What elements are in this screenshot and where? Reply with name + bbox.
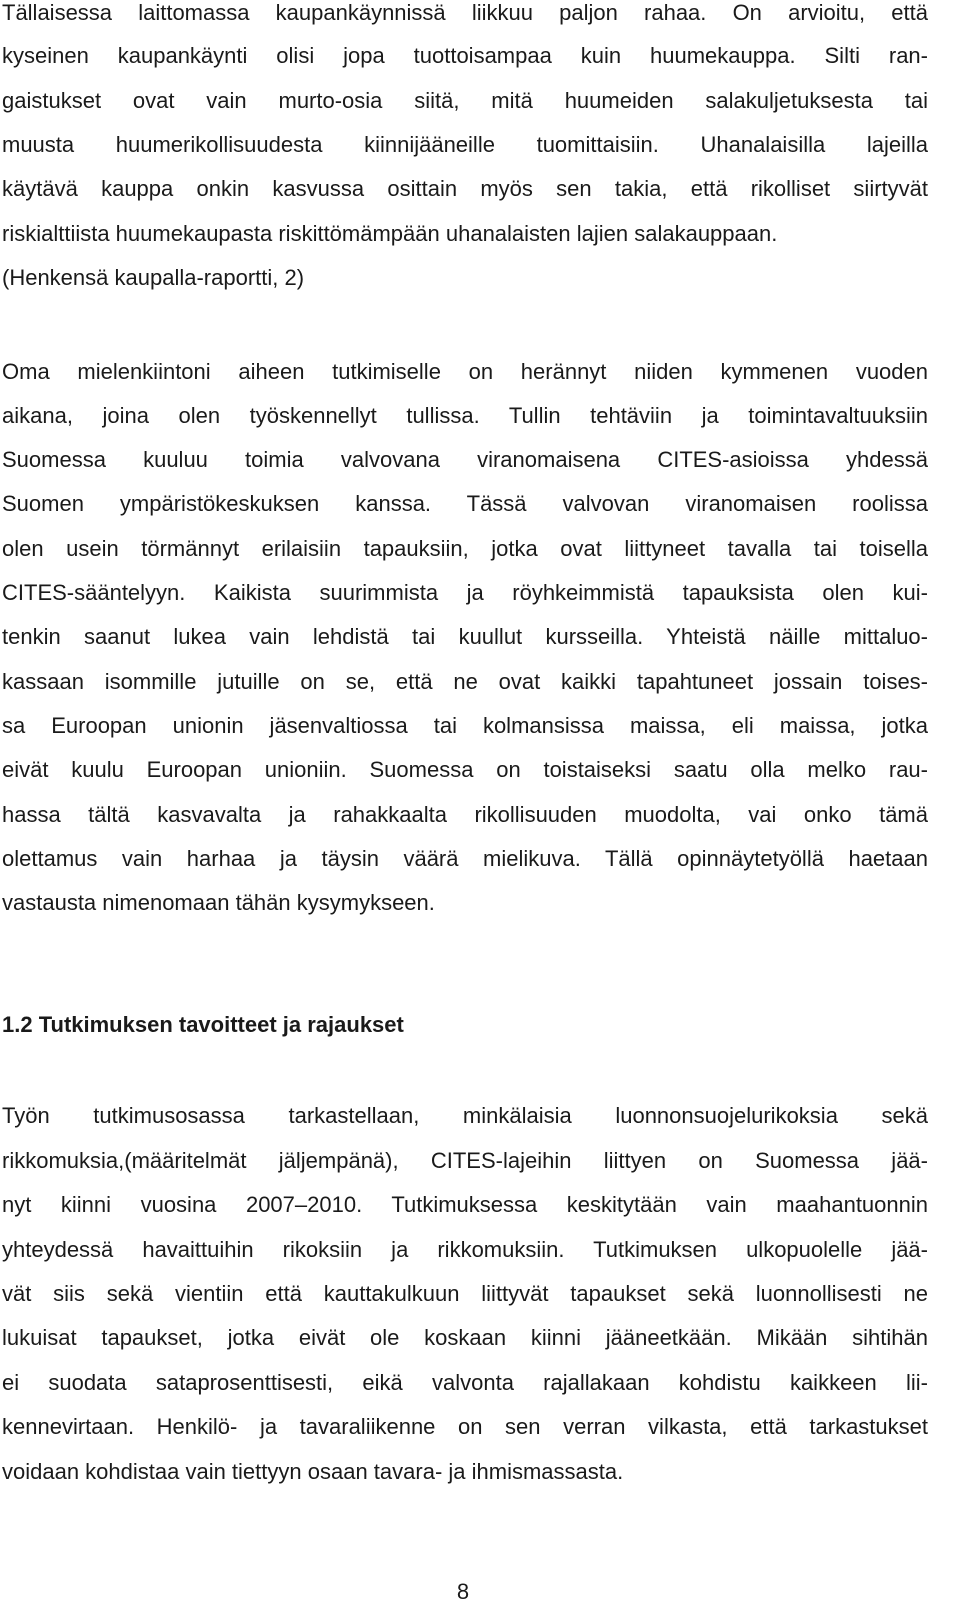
text-line: yhteydessä havaittuihin rikoksiin ja rikkomuksiin. Tutkimuksen ulkopuolelle jää- <box>2 1237 928 1262</box>
section-heading: 1.2 Tutkimuksen tavoitteet ja rajaukset <box>2 1012 404 1037</box>
text-line: voidaan kohdistaa vain tiettyyn osaan tavara- ja ihmismassasta. <box>2 1459 624 1484</box>
text-line: eivät kuulu Euroopan unioniin. Suomessa on toistaiseksi saatu olla melko rau- <box>2 757 928 782</box>
text-line: tenkin saanut lukea vain lehdistä tai kuullut kursseilla. Yhteistä näille mittaluo- <box>2 624 928 649</box>
text-line: muusta huumerikollisuudesta kiinnijääneille tuomittaisiin. Uhanalaisilla lajeilla <box>2 132 928 157</box>
text-line: riskialttiista huumekaupasta riskittömämpään uhanalaisten lajien salakauppaan. <box>2 221 778 246</box>
text-line: ei suodata sataprosenttisesti, eikä valvonta rajallakaan kohdistu kaikkeen lii- <box>2 1370 928 1395</box>
text-line: (Henkensä kaupalla-raportti, 2) <box>2 265 305 290</box>
text-line: kyseinen kaupankäynti olisi jopa tuottoisampaa kuin huumekauppa. Silti ran- <box>2 43 928 68</box>
page-number: 8 <box>456 1579 470 1604</box>
text-line: käytävä kauppa onkin kasvussa osittain myös sen takia, että rikolliset siirtyvät <box>2 176 928 201</box>
text-line: kennevirtaan. Henkilö- ja tavaraliikenne on sen verran vilkasta, että tarkastukset <box>2 1414 928 1439</box>
text-line: CITES-sääntelyyn. Kaikista suurimmista ja röyhkeimmistä tapauksista olen kui- <box>2 580 928 605</box>
text-line: Suomen ympäristökeskuksen kanssa. Tässä valvovan viranomaisen roolissa <box>2 491 928 516</box>
text-line: Oma mielenkiintoni aiheen tutkimiselle on herännyt niiden kymmenen vuoden <box>2 359 928 384</box>
text-line: Suomessa kuuluu toimia valvovana viranomaisena CITES-asioissa yhdessä <box>2 447 928 472</box>
text-line: vastausta nimenomaan tähän kysymykseen. <box>2 890 435 915</box>
text-line: rikkomuksia,(määritelmät jäljempänä), CITES-lajeihin liittyen on Suomessa jää- <box>2 1148 928 1173</box>
text-line: olettamus vain harhaa ja täysin väärä mielikuva. Tällä opinnäytetyöllä haetaan <box>2 846 928 871</box>
text-line: hassa tältä kasvavalta ja rahakkaalta rikollisuuden muodolta, vai onko tämä <box>2 802 928 827</box>
text-line: Tällaisessa laittomassa kaupankäynnissä liikkuu paljon rahaa. On arvioitu, että <box>2 0 928 25</box>
text-line: aikana, joina olen työskennellyt tullissa. Tullin tehtäviin ja toimintavaltuuksiin <box>2 403 928 428</box>
text-line: lukuisat tapaukset, jotka eivät ole koskaan kiinni jääneetkään. Mikään sihtihän <box>2 1325 928 1350</box>
text-line: olen usein törmännyt erilaisiin tapauksiin, jotka ovat liittyneet tavalla tai toisella <box>2 536 928 561</box>
text-line: gaistukset ovat vain murto-osia siitä, mitä huumeiden salakuljetuksesta tai <box>2 88 928 113</box>
text-line: vät siis sekä vientiin että kauttakulkuun liittyvät tapaukset sekä luonnollisesti ne <box>2 1281 928 1306</box>
text-line: nyt kiinni vuosina 2007–2010. Tutkimuksessa keskitytään vain maahantuonnin <box>2 1192 928 1217</box>
text-line: kassaan isommille jutuille on se, että ne ovat kaikki tapahtuneet jossain toises- <box>2 669 928 694</box>
text-line: sa Euroopan unionin jäsenvaltiossa tai kolmansissa maissa, eli maissa, jotka <box>2 713 928 738</box>
text-line: Työn tutkimusosassa tarkastellaan, minkälaisia luonnonsuojelurikoksia sekä <box>2 1103 928 1128</box>
